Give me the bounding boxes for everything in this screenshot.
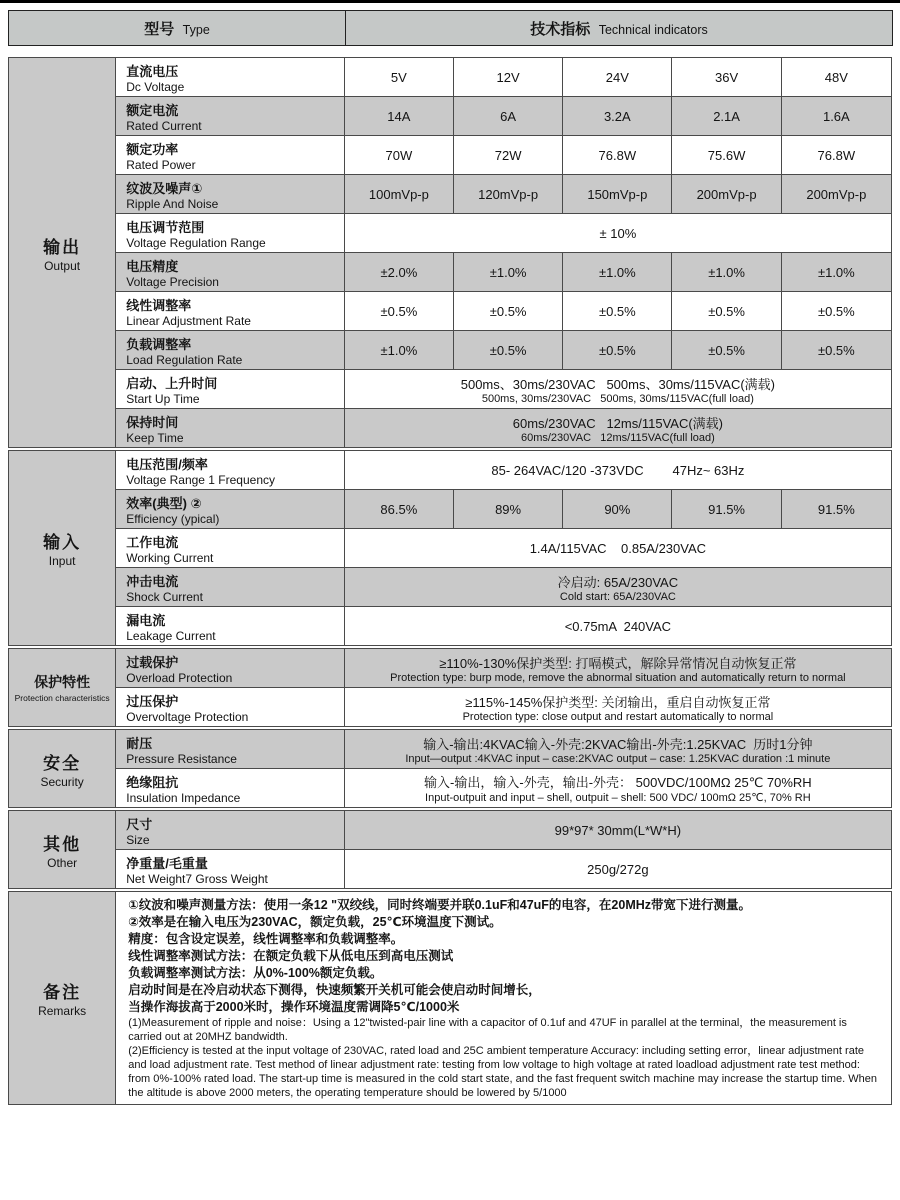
param-label-en: Overload Protection [126, 670, 233, 685]
param-cell [116, 688, 345, 727]
value-cell: ±0.5% [453, 331, 562, 370]
section-label-en: Security [40, 774, 84, 789]
value-cell: 2.1A [672, 97, 781, 136]
remarks-cn-line: 负载调整率测试方法：从0%-100%额定负载。 [128, 966, 383, 980]
param-cell [116, 97, 345, 136]
param-label-en: Pressure Resistance [126, 751, 237, 766]
param-label-en: Overvoltage Protection [126, 709, 249, 724]
value-cell: 200mVp-p [672, 175, 781, 214]
value-cell: ±0.5% [563, 331, 672, 370]
param-label-cn: 电压范围/频率 [126, 456, 208, 472]
remarks-cn-line: ②效率是在输入电压为230VAC，额定负载，25℃环境温度下测试。 [128, 915, 502, 929]
param-label-cn: 绝缘阻抗 [126, 774, 179, 790]
table-row [9, 58, 892, 97]
table-row [9, 892, 892, 1105]
span-value-cell [344, 649, 891, 688]
span-value-line1: 冷启动: 65A/230VAC [557, 574, 679, 590]
type-header-cn: 型号 [144, 20, 175, 38]
value-cell: 12V [453, 58, 562, 97]
value-cell: ±1.0% [672, 253, 781, 292]
table-row [9, 253, 892, 292]
value-cell: 1.6A [781, 97, 891, 136]
table-row [9, 409, 892, 448]
param-label-en: Shock Current [126, 589, 203, 604]
section-label-security [9, 730, 116, 808]
param-label-en: Insulation Impedance [126, 790, 241, 805]
param-cell [116, 136, 345, 175]
param-label-cn: 漏电流 [126, 612, 166, 628]
param-cell [116, 175, 345, 214]
remarks-en-paragraph: (2)Efficiency is tested at the input voltage of 230VAC, rated load and 25C ambient temperature Accuracy: including setting error，linear adjustment rate and load adjustment rate. Test method of linear adjustment rate: testing from low voltage to high voltage at rated loadload adjustment rate test method: from 0%-100% rated load. The start-up time is measured in the cold start state, and the fast frequent switch machine may increase the startup time. When the altitude is above 2000 meters, the operating temperature should be lowered by 5/1000 [128, 1045, 877, 1099]
span-value-line1: ≥110%-130%保护类型: 打嗝模式，解除异常情况自动恢复正常 [439, 655, 797, 671]
section-label-remarks [9, 892, 116, 1105]
spec-table-sections [8, 57, 892, 1105]
table-row [9, 529, 892, 568]
type-header-cell [9, 11, 346, 46]
section-label-en: Output [44, 258, 81, 273]
span-value-cell [344, 811, 891, 850]
param-label-en: Voltage Regulation Range [126, 235, 266, 250]
param-cell [116, 811, 345, 850]
param-label-en: Linear Adjustment Rate [126, 313, 251, 328]
remarks-cn-line: 启动时间是在冷启动状态下测得，快速频繁开关机可能会使启动时间增长， [128, 983, 541, 997]
table-row [9, 451, 892, 490]
value-cell: 150mVp-p [563, 175, 672, 214]
span-value-cell [344, 370, 891, 409]
table-row [9, 175, 892, 214]
span-value-cell [344, 214, 891, 253]
param-label-cn: 过载保护 [126, 654, 179, 670]
param-cell [116, 409, 345, 448]
span-value-cell [344, 529, 891, 568]
value-cell: 120mVp-p [453, 175, 562, 214]
span-value-cell [344, 451, 891, 490]
span-value-line1: ± 10% [599, 225, 637, 241]
table-row [9, 607, 892, 646]
param-label-en: Keep Time [126, 430, 184, 445]
table-row [9, 811, 892, 850]
value-cell: ±0.5% [453, 292, 562, 331]
span-value-line1: 99*97* 30mm(L*W*H) [554, 822, 682, 838]
param-cell [116, 850, 345, 889]
span-value-cell [344, 607, 891, 646]
section-label-protection [9, 649, 116, 727]
param-label-cn: 电压精度 [126, 258, 179, 274]
section-label-cn: 保护特性 [34, 674, 91, 690]
span-value-line1: ≥115%-145%保护类型: 关闭输出，重启自动恢复正常 [465, 694, 771, 710]
table-row [9, 730, 892, 769]
section-label-en: Input [48, 554, 76, 568]
param-label-en: Voltage Range 1 Frequency [126, 472, 276, 487]
span-value-line1: 1.4A/115VAC 0.85A/230VAC [529, 540, 707, 556]
span-value-line1: 500ms、30ms/230VAC 500ms、30ms/115VAC(满载) [460, 376, 776, 392]
section-table-security [8, 729, 892, 808]
param-label-cn: 耐压 [126, 735, 153, 751]
type-header-en: Type [182, 22, 210, 37]
value-cell: ±0.5% [781, 292, 891, 331]
span-value-cell [344, 409, 891, 448]
value-cell: ±1.0% [453, 253, 562, 292]
span-value-line1: 输入-输出，输入-外壳，输出-外壳： 500VDC/100MΩ 25℃ 70%RH [424, 775, 812, 790]
value-cell: 72W [453, 136, 562, 175]
technical-indicators-header-en: Technical indicators [598, 22, 708, 37]
section-label-cn: 备注 [43, 983, 82, 1002]
param-cell [116, 292, 345, 331]
top-border-line [0, 0, 900, 3]
param-label-en: Ripple And Noise [126, 196, 219, 211]
value-cell: 86.5% [344, 490, 453, 529]
table-row [9, 214, 892, 253]
span-value-line1: 85- 264VAC/120 -373VDC 47Hz~ 63Hz [491, 462, 745, 478]
value-cell: 48V [781, 58, 891, 97]
value-cell: 89% [453, 490, 562, 529]
table-row [9, 688, 892, 727]
technical-indicators-header-cn: 技术指标 [530, 20, 591, 38]
section-label-en: Other [47, 855, 78, 870]
param-label-en: Dc Voltage [126, 79, 185, 94]
param-label-cn: 保持时间 [126, 414, 179, 430]
section-label-cn: 输入 [43, 533, 82, 552]
param-cell [116, 253, 345, 292]
section-label-output [9, 58, 116, 448]
value-cell: 76.8W [781, 136, 891, 175]
value-cell: ±0.5% [781, 331, 891, 370]
span-value-cell [344, 730, 891, 769]
span-value-cell [344, 688, 891, 727]
table-row [9, 490, 892, 529]
table-row [9, 136, 892, 175]
table-row [9, 769, 892, 808]
span-value-line2: 500ms, 30ms/230VAC 500ms, 30ms/115VAC(full load) [481, 392, 754, 405]
param-label-cn: 纹波及噪声① [126, 180, 203, 196]
param-label-cn: 线性调整率 [126, 297, 192, 313]
param-label-en: Working Current [126, 550, 214, 565]
table-row [9, 331, 892, 370]
param-cell [116, 529, 345, 568]
param-label-en: Load Regulation Rate [126, 352, 243, 367]
table-row [9, 649, 892, 688]
value-cell: ±0.5% [672, 292, 781, 331]
value-cell: ±1.0% [344, 331, 453, 370]
param-label-cn: 额定电流 [126, 102, 179, 118]
value-cell: 100mVp-p [344, 175, 453, 214]
remarks-cn-line: 精度：包含设定误差，线性调整率和负载调整率。 [128, 932, 404, 946]
param-cell [116, 730, 345, 769]
section-label-cn: 输出 [43, 237, 82, 257]
value-cell: 5V [344, 58, 453, 97]
param-cell [116, 370, 345, 409]
value-cell: ±1.0% [563, 253, 672, 292]
param-cell [116, 568, 345, 607]
section-table-remarks [8, 891, 892, 1105]
value-cell: 75.6W [672, 136, 781, 175]
remarks-cn-line: 当操作海拔高于2000米时，操作环境温度需调降5℃/1000米 [128, 1000, 460, 1014]
value-cell: ±2.0% [344, 253, 453, 292]
param-cell [116, 490, 345, 529]
param-label-en: Rated Current [126, 118, 202, 133]
param-label-cn: 直流电压 [126, 63, 179, 79]
param-label-en: Voltage Precision [126, 274, 219, 289]
value-cell: ±0.5% [672, 331, 781, 370]
param-cell [116, 331, 345, 370]
param-label-cn: 冲击电流 [126, 573, 179, 589]
param-cell [116, 769, 345, 808]
span-value-line1: 60ms/230VAC 12ms/115VAC(满载) [512, 415, 723, 431]
span-value-cell [344, 568, 891, 607]
value-cell: 36V [672, 58, 781, 97]
section-label-en: Remarks [38, 1004, 87, 1018]
section-label-input [9, 451, 116, 646]
section-table-output [8, 57, 892, 448]
param-label-cn: 尺寸 [126, 816, 153, 832]
value-cell: 91.5% [672, 490, 781, 529]
param-label-cn: 效率(典型) ② [126, 495, 202, 511]
span-value-line1: <0.75mA 240VAC [564, 618, 672, 634]
param-label-en: Size [126, 832, 150, 847]
param-label-en: Leakage Current [126, 628, 216, 643]
remarks-text-cell [116, 892, 892, 1105]
remarks-en-paragraph: (1)Measurement of ripple and noise：Using a 12"twisted-pair line with a capacitor of 0.1uf and 47UF in parallel at the terminal，the measurement is carried out at 20MHZ bandwidth. [128, 1017, 847, 1043]
span-value-line2: 60ms/230VAC 12ms/115VAC(full load) [520, 431, 715, 444]
section-label-cn: 安全 [43, 753, 82, 773]
param-label-en: Net Weight7 Gross Weight [126, 871, 268, 886]
value-cell: 14A [344, 97, 453, 136]
param-cell [116, 607, 345, 646]
section-table-protection [8, 648, 892, 727]
param-cell [116, 649, 345, 688]
table-row [9, 370, 892, 409]
value-cell: 200mVp-p [781, 175, 891, 214]
table-row [9, 97, 892, 136]
value-cell: 3.2A [563, 97, 672, 136]
param-label-en: Rated Power [126, 157, 196, 172]
param-label-cn: 净重量/毛重量 [126, 855, 208, 871]
param-label-cn: 额定功率 [126, 141, 179, 157]
value-cell: 91.5% [781, 490, 891, 529]
section-label-other [9, 811, 116, 889]
remarks-cn-line: 线性调整率测试方法：在额定负载下从低电压到高电压测试 [128, 949, 454, 963]
value-cell: 90% [563, 490, 672, 529]
remarks-cn-line: ①纹波和噪声测量方法：使用一条12 "双绞线，同时终端要并联0.1uF和47uF的电容，在20MHz带宽下进行测量。 [128, 898, 752, 912]
span-value-line2: Input—output :4KVAC input – case:2KVAC output – case: 1.25KVAC duration :1 minute [405, 752, 831, 765]
param-label-en: Start Up Time [126, 391, 200, 406]
span-value-line2: Protection type: close output and restart automatically to normal [462, 710, 774, 723]
value-cell: 6A [453, 97, 562, 136]
param-label-cn: 工作电流 [126, 534, 179, 550]
param-cell [116, 58, 345, 97]
section-table-other [8, 810, 892, 889]
value-cell: ±0.5% [344, 292, 453, 331]
value-cell: 24V [563, 58, 672, 97]
table-row [9, 292, 892, 331]
param-cell [116, 214, 345, 253]
value-cell: 76.8W [563, 136, 672, 175]
param-label-cn: 负载调整率 [126, 336, 192, 352]
param-label-cn: 启动、上升时间 [126, 375, 218, 391]
section-table-input [8, 450, 892, 646]
param-cell [116, 451, 345, 490]
span-value-line1: 250g/272g [587, 861, 649, 877]
span-value-line2: Input-outpuit and input – shell, outpuit – shell: 500 VDC/ 100mΩ 25℃, 70% RH [425, 792, 811, 804]
section-label-en: Protection characteristics [14, 693, 110, 703]
span-value-line1: 输入-输出:4KVAC输入-外壳:2KVAC输出-外壳:1.25KVAC 历时1分钟 [423, 736, 813, 752]
span-value-line2: Protection type: burp mode, remove the abnormal situation and automatically return to normal [390, 671, 846, 684]
table-row [9, 568, 892, 607]
param-label-cn: 过压保护 [126, 693, 179, 709]
table-row [9, 850, 892, 889]
span-value-line2: Cold start: 65A/230VAC [559, 590, 676, 603]
technical-indicators-header-cell [346, 11, 893, 46]
value-cell: 70W [344, 136, 453, 175]
param-label-en: Efficiency (ypical) [126, 511, 220, 526]
header-table [8, 10, 893, 46]
span-value-cell [344, 850, 891, 889]
value-cell: ±0.5% [563, 292, 672, 331]
section-label-cn: 其他 [43, 834, 82, 854]
value-cell: ±1.0% [781, 253, 891, 292]
param-label-cn: 电压调节范围 [126, 219, 205, 235]
span-value-cell [344, 769, 891, 808]
